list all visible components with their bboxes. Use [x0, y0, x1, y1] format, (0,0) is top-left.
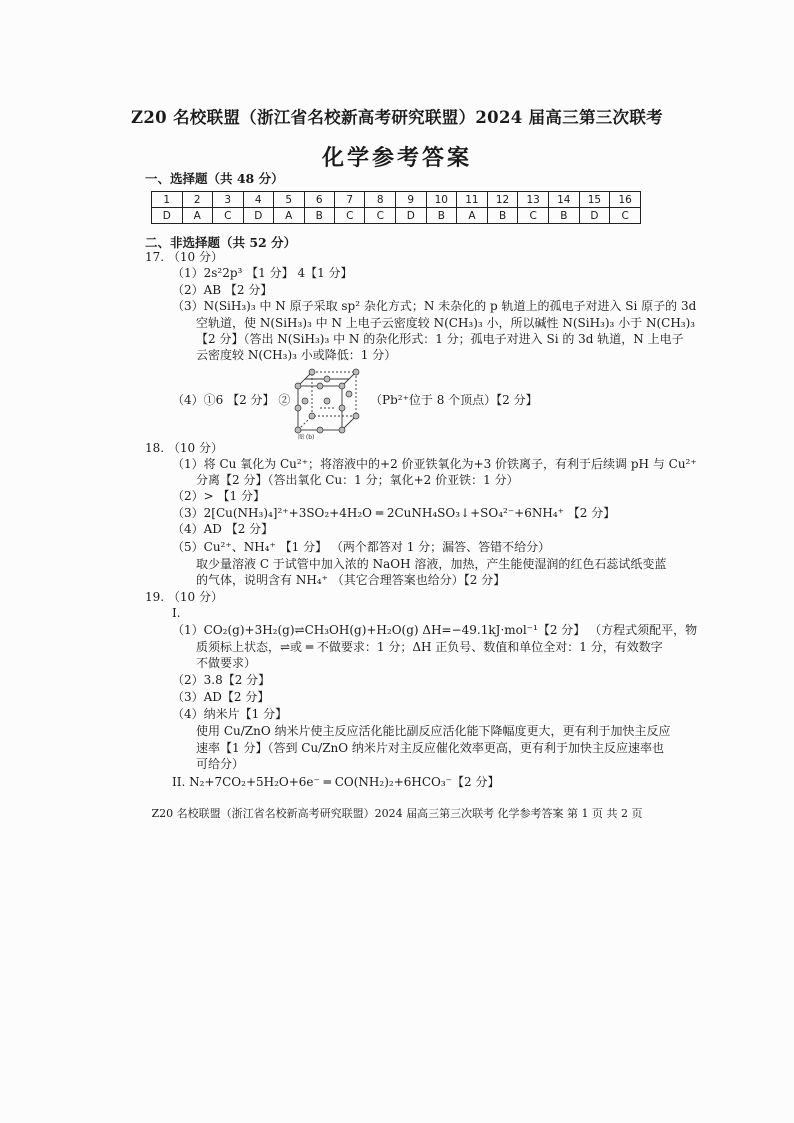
- q19-line: （2）3.8【2 分】: [172, 673, 271, 687]
- answer-table: [151, 191, 641, 224]
- q18-line: （3）2[Cu(NH₃)₄]²⁺+3SO₂+4H₂O ═ 2CuNH₄SO₃↓+SO₄²⁻+6NH₄⁺ 【2 分】: [172, 506, 616, 520]
- q17-line: 云密度较 N(CH₃)₃ 小或降低：1 分）: [196, 348, 397, 362]
- table-cell: C: [518, 208, 549, 224]
- table-cell: 11: [457, 192, 488, 208]
- table-cell: 5: [274, 192, 304, 208]
- table-cell: 3: [213, 192, 244, 208]
- table-cell: 16: [610, 192, 641, 208]
- table-cell: A: [457, 208, 488, 224]
- table-cell: D: [579, 208, 610, 224]
- table-cell: 8: [365, 192, 396, 208]
- page-footer: Z20 名校联盟（浙江省名校新高考研究联盟）2024 届高三第三次联考 化学参考答案 第 1 页 共 2 页: [151, 807, 643, 820]
- table-cell: C: [334, 208, 365, 224]
- table-cell: 4: [243, 192, 274, 208]
- q18-line: （5）Cu²⁺、NH₄⁺ 【1 分】 （两个都答对 1 分；漏答、答错不给分）: [172, 540, 551, 554]
- q18-number: 18. （10 分）: [145, 441, 223, 455]
- q17-line: 空轨道，使 N(SiH₃)₃ 中 N 上电子云密度较 N(CH₃)₃ 小，所以碱性 N(SiH₃)₃ 小于 N(CH₃)₃: [196, 316, 696, 330]
- table-cell: C: [365, 208, 396, 224]
- q19-line: 使用 Cu/ZnO 纳米片使主反应活化能比副反应活化能下降幅度更大，更有利于加快主反应: [196, 724, 671, 738]
- q19-line: （4）纳米片【1 分】: [172, 707, 288, 721]
- table-cell: A: [274, 208, 304, 224]
- figure-caption: 图 (b): [298, 434, 315, 440]
- section-1-heading: 一、选择题（共 48 分）: [145, 171, 284, 186]
- table-cell: C: [610, 208, 641, 224]
- q18-line: 分离【2 分】（答出氧化 Cu：1 分；氧化+2 价亚铁：1 分）: [196, 473, 519, 487]
- question-number-row: [152, 192, 641, 208]
- q19-line: 可给分）: [196, 757, 245, 771]
- document-title: Z20 名校联盟（浙江省名校新高考研究联盟）2024 届高三第三次联考: [131, 108, 663, 127]
- table-cell: 2: [182, 192, 212, 208]
- table-cell: B: [549, 208, 580, 224]
- table-cell: C: [213, 208, 244, 224]
- q19-line: 不做要求）: [196, 656, 257, 670]
- q18-line: 取少量溶液 C 于试管中加入浓的 NaOH 溶液，加热，产生能使湿润的红色石蕊试纸变蓝: [196, 557, 667, 571]
- document-subtitle: 化学参考答案: [321, 145, 472, 171]
- table-cell: A: [182, 208, 212, 224]
- q19-line: （3）AD【2 分】: [172, 690, 270, 704]
- q17-line: （Pb²⁺位于 8 个顶点）【2 分】: [370, 393, 538, 407]
- table-cell: D: [152, 208, 183, 224]
- q19-number: 19. （10 分）: [145, 590, 223, 604]
- q19-part-label: I.: [172, 606, 181, 620]
- table-cell: B: [304, 208, 334, 224]
- table-cell: 6: [304, 192, 334, 208]
- section-2-heading: 二、非选择题（共 52 分）: [145, 235, 297, 250]
- q19-line: 质须标上状态，⇌或 ═ 不做要求：1 分；ΔH 正负号、数值和单位全对：1 分，有效数字: [196, 640, 663, 654]
- q17-line: （3）N(SiH₃)₃ 中 N 原子采取 sp² 杂化方式；N 未杂化的 p 轨道上的孤电子对进入 Si 原子的 3d: [172, 299, 697, 313]
- table-cell: B: [487, 208, 518, 224]
- table-cell: 10: [426, 192, 457, 208]
- table-cell: 13: [518, 192, 549, 208]
- answer-row: [152, 208, 641, 224]
- q17-line: （2）AB 【2 分】: [172, 283, 273, 297]
- table-cell: 14: [549, 192, 580, 208]
- q18-line: （1）将 Cu 氧化为 Cu²⁺；将溶液中的+2 价亚铁氧化为+3 价铁离子，有利于后续调 pH 与 Cu²⁺: [172, 457, 697, 471]
- table-cell: B: [426, 208, 457, 224]
- q19-line: 速率【1 分】（答到 Cu/ZnO 纳米片对主反应催化效率更高，更有利于加快主反应速率也: [196, 741, 664, 755]
- table-cell: 7: [334, 192, 365, 208]
- crystal-cell-diagram: [292, 366, 362, 440]
- table-cell: 1: [152, 192, 183, 208]
- q19-line: II. N₂+7CO₂+5H₂O+6e⁻ ═ CO(NH₂)₂+6HCO₃⁻【2 分】: [172, 775, 500, 789]
- q19-line: （1）CO₂(g)+3H₂(g)⇌CH₃OH(g)+H₂O(g) ΔH=−49.1kJ·mol⁻¹【2 分】 （方程式须配平，物: [172, 623, 698, 637]
- q18-line: （2）> 【1 分】: [172, 489, 265, 503]
- table-cell: D: [243, 208, 274, 224]
- table-cell: 9: [395, 192, 426, 208]
- q18-line: （4）AD 【2 分】: [172, 522, 274, 536]
- q17-line: 【2 分】（答出 N(SiH₃)₃ 中 N 的杂化形式：1 分；孤电子对进入 Si 的 3d 轨道，N 上电子: [196, 332, 684, 346]
- q17-number: 17. （10 分）: [145, 250, 223, 264]
- q18-line: 的气体，说明含有 NH₄⁺ （其它合理答案也给分）【2 分】: [196, 573, 506, 587]
- q17-line: （4）①6 【2 分】 ②: [172, 393, 291, 407]
- q17-line: （1）2s²2p³ 【1 分】 4【1 分】: [172, 266, 353, 280]
- table-cell: 15: [579, 192, 610, 208]
- table-cell: D: [395, 208, 426, 224]
- table-cell: 12: [487, 192, 518, 208]
